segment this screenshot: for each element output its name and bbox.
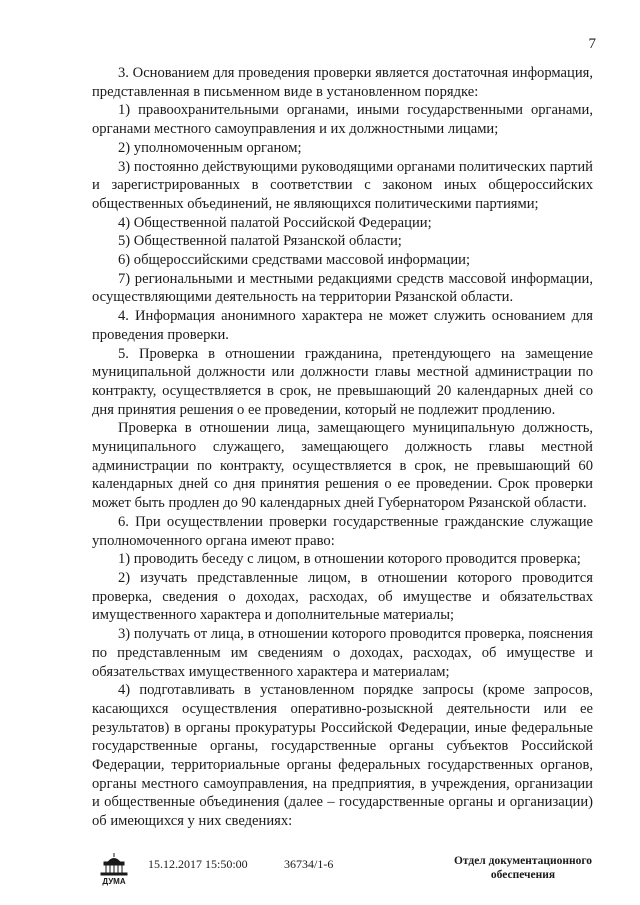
paragraph: 1) проводить беседу с лицом, в отношении которого проводится проверка; — [118, 551, 581, 568]
footer-doc-number: 36734/1-6 — [284, 857, 334, 871]
footer-department-stamp: Отдел документационного обеспечения — [453, 855, 593, 881]
paragraph: 5. Проверка в отношении гражданина, претендующего на замещение муниципальной должности или должности главы местной администрации по контракту, осуществляется в срок, не превышающий 20 календарных дней со дня принятия решения о ее проведении, который не подлежит продлению. — [92, 345, 593, 418]
paragraph: 6) общероссийскими средствами массовой информации; — [118, 252, 471, 269]
duma-logo-text: ДУМА — [102, 877, 126, 886]
paragraph: 5) Общественной палатой Рязанской области; — [118, 233, 402, 250]
paragraph: 2) изучать представленные лицом, в отношении которого проводится проверка, сведения о доходах, расходах, об имуществе и обязательствах имущественного характера и дополнительные материалы; — [92, 569, 593, 624]
paragraph: 3. Основанием для проведения проверки является достаточная информация, представленная в письменном виде в установленном порядке: — [92, 65, 593, 100]
page-number: 7 — [588, 36, 596, 52]
paragraph: 7) региональными и местными редакциями средств массовой информации, осуществляющими деятельность на территории Рязанской области. — [92, 270, 593, 306]
paragraph: 4) Общественной палатой Российской Федерации; — [118, 214, 432, 231]
document-body — [92, 64, 593, 831]
paragraph: 4. Информация анонимного характера не может служить основанием для проведения проверки. — [92, 308, 593, 343]
paragraph: 2) уполномоченным органом; — [118, 139, 302, 156]
paragraph: 3) получать от лица, в отношении которого проводится проверка, пояснения по представленным им сведениям о доходах, расходах, об имуществе и обязательствах имущественного характера и материалам; — [92, 626, 593, 680]
paragraph: 1) правоохранительными органами, иными государственными органами, органами местного самоуправления и их должностными лицами; — [92, 102, 593, 138]
footer-datetime: 15.12.2017 15:50:00 — [148, 857, 248, 871]
paragraph: 3) постоянно действующими руководящими органами политических партий и зарегистрированных в соответствии с законом иных общероссийских общественных объединений, не являющихся политическими партиями; — [92, 158, 593, 212]
paragraph: 6. При осуществлении проверки государственные гражданские служащие уполномоченного органа имеют право: — [92, 513, 593, 549]
paragraph: Проверка в отношении лица, замещающего муниципальную должность, муниципального служащего, замещающего должность главы местной администрации по контракту, осуществляется в срок, не превышающий 60 календарных дней со дня принятия решения о ее проведении. Срок проверки может быть продлен до 90 календарных дней Губернатором Рязанской области. — [92, 420, 593, 512]
paragraph: 4) подготавливать в установленном порядке запросы (кроме запросов, касающихся осуществления оперативно-розыскной деятельности или ее результатов) в органы прокуратуры Российской Федерации, иные федеральные государственные органы, государственные органы субъектов Российской Федерации, территориальные органы федеральных государственных органов, органы местного самоуправления, на предприятия, в учреждения, организации и общественные объединения (далее – государственные органы и организации) об имеющихся у них сведениях: — [92, 682, 593, 830]
duma-logo — [96, 852, 132, 886]
